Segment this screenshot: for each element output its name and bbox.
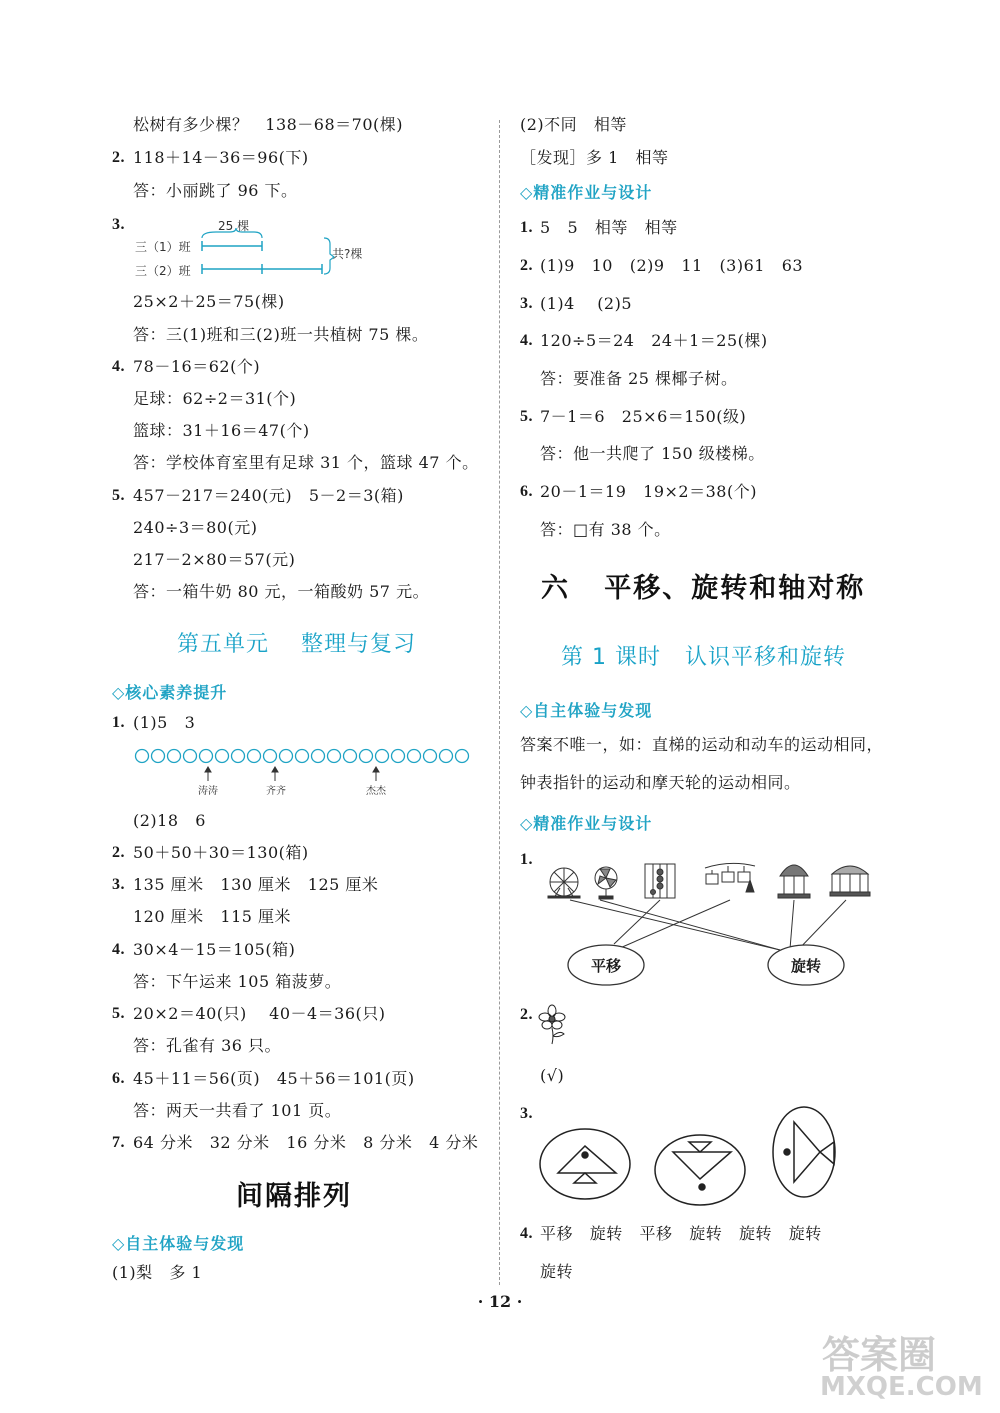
cable-car-icon [705, 863, 755, 892]
question-number: 5. [112, 487, 125, 504]
question-number: 2. [112, 844, 125, 861]
text-line: 50＋50＋30＝130(箱) [133, 843, 309, 862]
text-line: 篮球：31＋16＝47(个) [133, 421, 310, 440]
question-number: 1. [520, 851, 533, 868]
text-line: 5 5 相等 相等 [540, 218, 678, 237]
question-number: 2. [520, 1006, 533, 1023]
text-line: 135 厘米 130 厘米 125 厘米 [133, 875, 379, 894]
shapes-figure [538, 1102, 848, 1210]
page-number: · 12 · [477, 1292, 523, 1311]
question-number: 4. [520, 1225, 533, 1242]
question-number: 7. [112, 1134, 125, 1151]
unit-title: 第五单元 整理与复习 [177, 632, 416, 657]
watermark-logo: 答案圈 [822, 1333, 937, 1377]
text-line: (1)4 (2)5 [540, 294, 633, 313]
chapter-title: 六 平移、旋转和轴对称 [541, 573, 866, 604]
text-line: 25×2＋25＝75(棵) [133, 292, 285, 311]
column-divider [499, 120, 500, 1285]
text-line: 平移 旋转 平移 旋转 旋转 旋转 [540, 1224, 822, 1243]
pointer-arrows [200, 766, 390, 782]
circle-label-taotao: 涛涛 [198, 786, 218, 797]
question-number: 2. [520, 257, 533, 274]
answer-check: (√) [540, 1066, 565, 1085]
section-heading: ◇自主体验与发现 [112, 1234, 245, 1253]
text-line: (2)18 6 [133, 811, 206, 830]
section-title: 间隔排列 [236, 1181, 352, 1212]
question-number: 6. [112, 1070, 125, 1087]
text-line: 答：三(1)班和三(2)班一共植树 75 棵。 [133, 325, 429, 344]
flower-icon [538, 1004, 572, 1046]
text-line: 64 分米 32 分米 16 分米 8 分米 4 分米 [133, 1133, 479, 1152]
text-line: 20×2＝40(只) 40－4＝36(只) [133, 1004, 386, 1023]
diagram-row-1: 三（1）班 [135, 240, 191, 254]
oval-translate-label: 平移 [590, 957, 621, 975]
circle-label-qiqi: 齐齐 [266, 786, 286, 797]
text-line: 118＋14－36＝96(下) [133, 148, 309, 167]
text-line: 45＋11＝56(页) 45＋56＝101(页) [133, 1069, 415, 1088]
question-number: 1. [112, 714, 125, 731]
text-line: 120÷5＝24 24＋1＝25(棵) [540, 331, 768, 350]
text-line: 30×4－15＝105(箱) [133, 940, 296, 959]
question-number: 3. [520, 1105, 533, 1122]
merry-go-round-icon [830, 866, 870, 896]
text-line: 答：学校体育室里有足球 31 个，篮球 47 个。 [133, 453, 479, 472]
section-heading: ◇自主体验与发现 [520, 701, 653, 720]
question-number: 5. [520, 408, 533, 425]
question-number: 1. [520, 219, 533, 236]
text-line: 457－217＝240(元) 5－2＝3(箱) [133, 486, 404, 505]
text-line: 240÷3＝80(元) [133, 518, 258, 537]
section-heading: ◇精准作业与设计 [520, 183, 653, 202]
circle-row [134, 746, 470, 768]
text-line: (1)梨 多 1 [112, 1263, 203, 1282]
text-line: 松树有多少棵？ 138－68＝70(棵) [133, 115, 404, 134]
text-line: 足球：62÷2＝31(个) [133, 389, 297, 408]
carousel-icon [778, 865, 810, 898]
text-line: 7－1＝6 25×6＝150(级) [540, 407, 747, 426]
section-heading: ◇核心素养提升 [112, 683, 228, 702]
question-number: 3. [112, 876, 125, 893]
diagram-row-2: 三（2）班 [135, 264, 191, 278]
text-line: 答：□有 38 个。 [540, 520, 671, 539]
question-number: 4. [520, 332, 533, 349]
question-number: 4. [112, 358, 125, 375]
text-line: ［发现］多 1 相等 [520, 148, 669, 167]
text-line: (1)5 3 [133, 713, 196, 732]
text-line: 20－1＝19 19×2＝38(个) [540, 482, 757, 501]
text-line: 答：他一共爬了 150 级楼梯。 [540, 444, 765, 463]
diagram-label-top: 25 棵 [218, 219, 250, 233]
abacus-icon [645, 864, 675, 898]
text-line: 答：要准备 25 棵椰子树。 [540, 369, 738, 388]
question-number: 4. [112, 941, 125, 958]
section-heading: ◇精准作业与设计 [520, 814, 653, 833]
watermark-site: MXQE.COM [820, 1372, 983, 1402]
text-line: 答案不唯一，如：直梯的运动和动车的运动相同， [520, 735, 884, 754]
question-number: 3. [112, 216, 125, 233]
text-line: 答：下午运来 105 箱菠萝。 [133, 972, 342, 991]
text-line: 答：小丽跳了 96 下。 [133, 181, 298, 200]
ferris-wheel-icon [548, 868, 580, 898]
fan-icon [595, 867, 617, 899]
text-line: (2)不同 相等 [520, 115, 627, 134]
text-line: 旋转 [540, 1262, 574, 1281]
oval-rotate-label: 旋转 [790, 957, 821, 975]
text-line: 120 厘米 115 厘米 [133, 907, 292, 926]
question-number: 3. [520, 295, 533, 312]
question-number: 6. [520, 483, 533, 500]
text-line: 78－16＝62(个) [133, 357, 261, 376]
question-number: 2. [112, 149, 125, 166]
segment-diagram [196, 228, 336, 278]
circle-label-jiejie: 杰杰 [366, 786, 386, 797]
text-line: 钟表指针的运动和摩天轮的运动相同。 [520, 773, 801, 792]
diagram-total: 共?棵 [332, 247, 363, 261]
lesson-title: 第 1 课时 认识平移和旋转 [561, 645, 846, 670]
text-line: 答：孔雀有 36 只。 [133, 1036, 282, 1055]
text-line: (1)9 10 (2)9 11 (3)61 63 [540, 256, 804, 275]
text-line: 答：两天一共看了 101 页。 [133, 1101, 342, 1120]
text-line: 答：一箱牛奶 80 元，一箱酸奶 57 元。 [133, 582, 430, 601]
question-number: 5. [112, 1005, 125, 1022]
text-line: 217－2×80＝57(元) [133, 550, 296, 569]
